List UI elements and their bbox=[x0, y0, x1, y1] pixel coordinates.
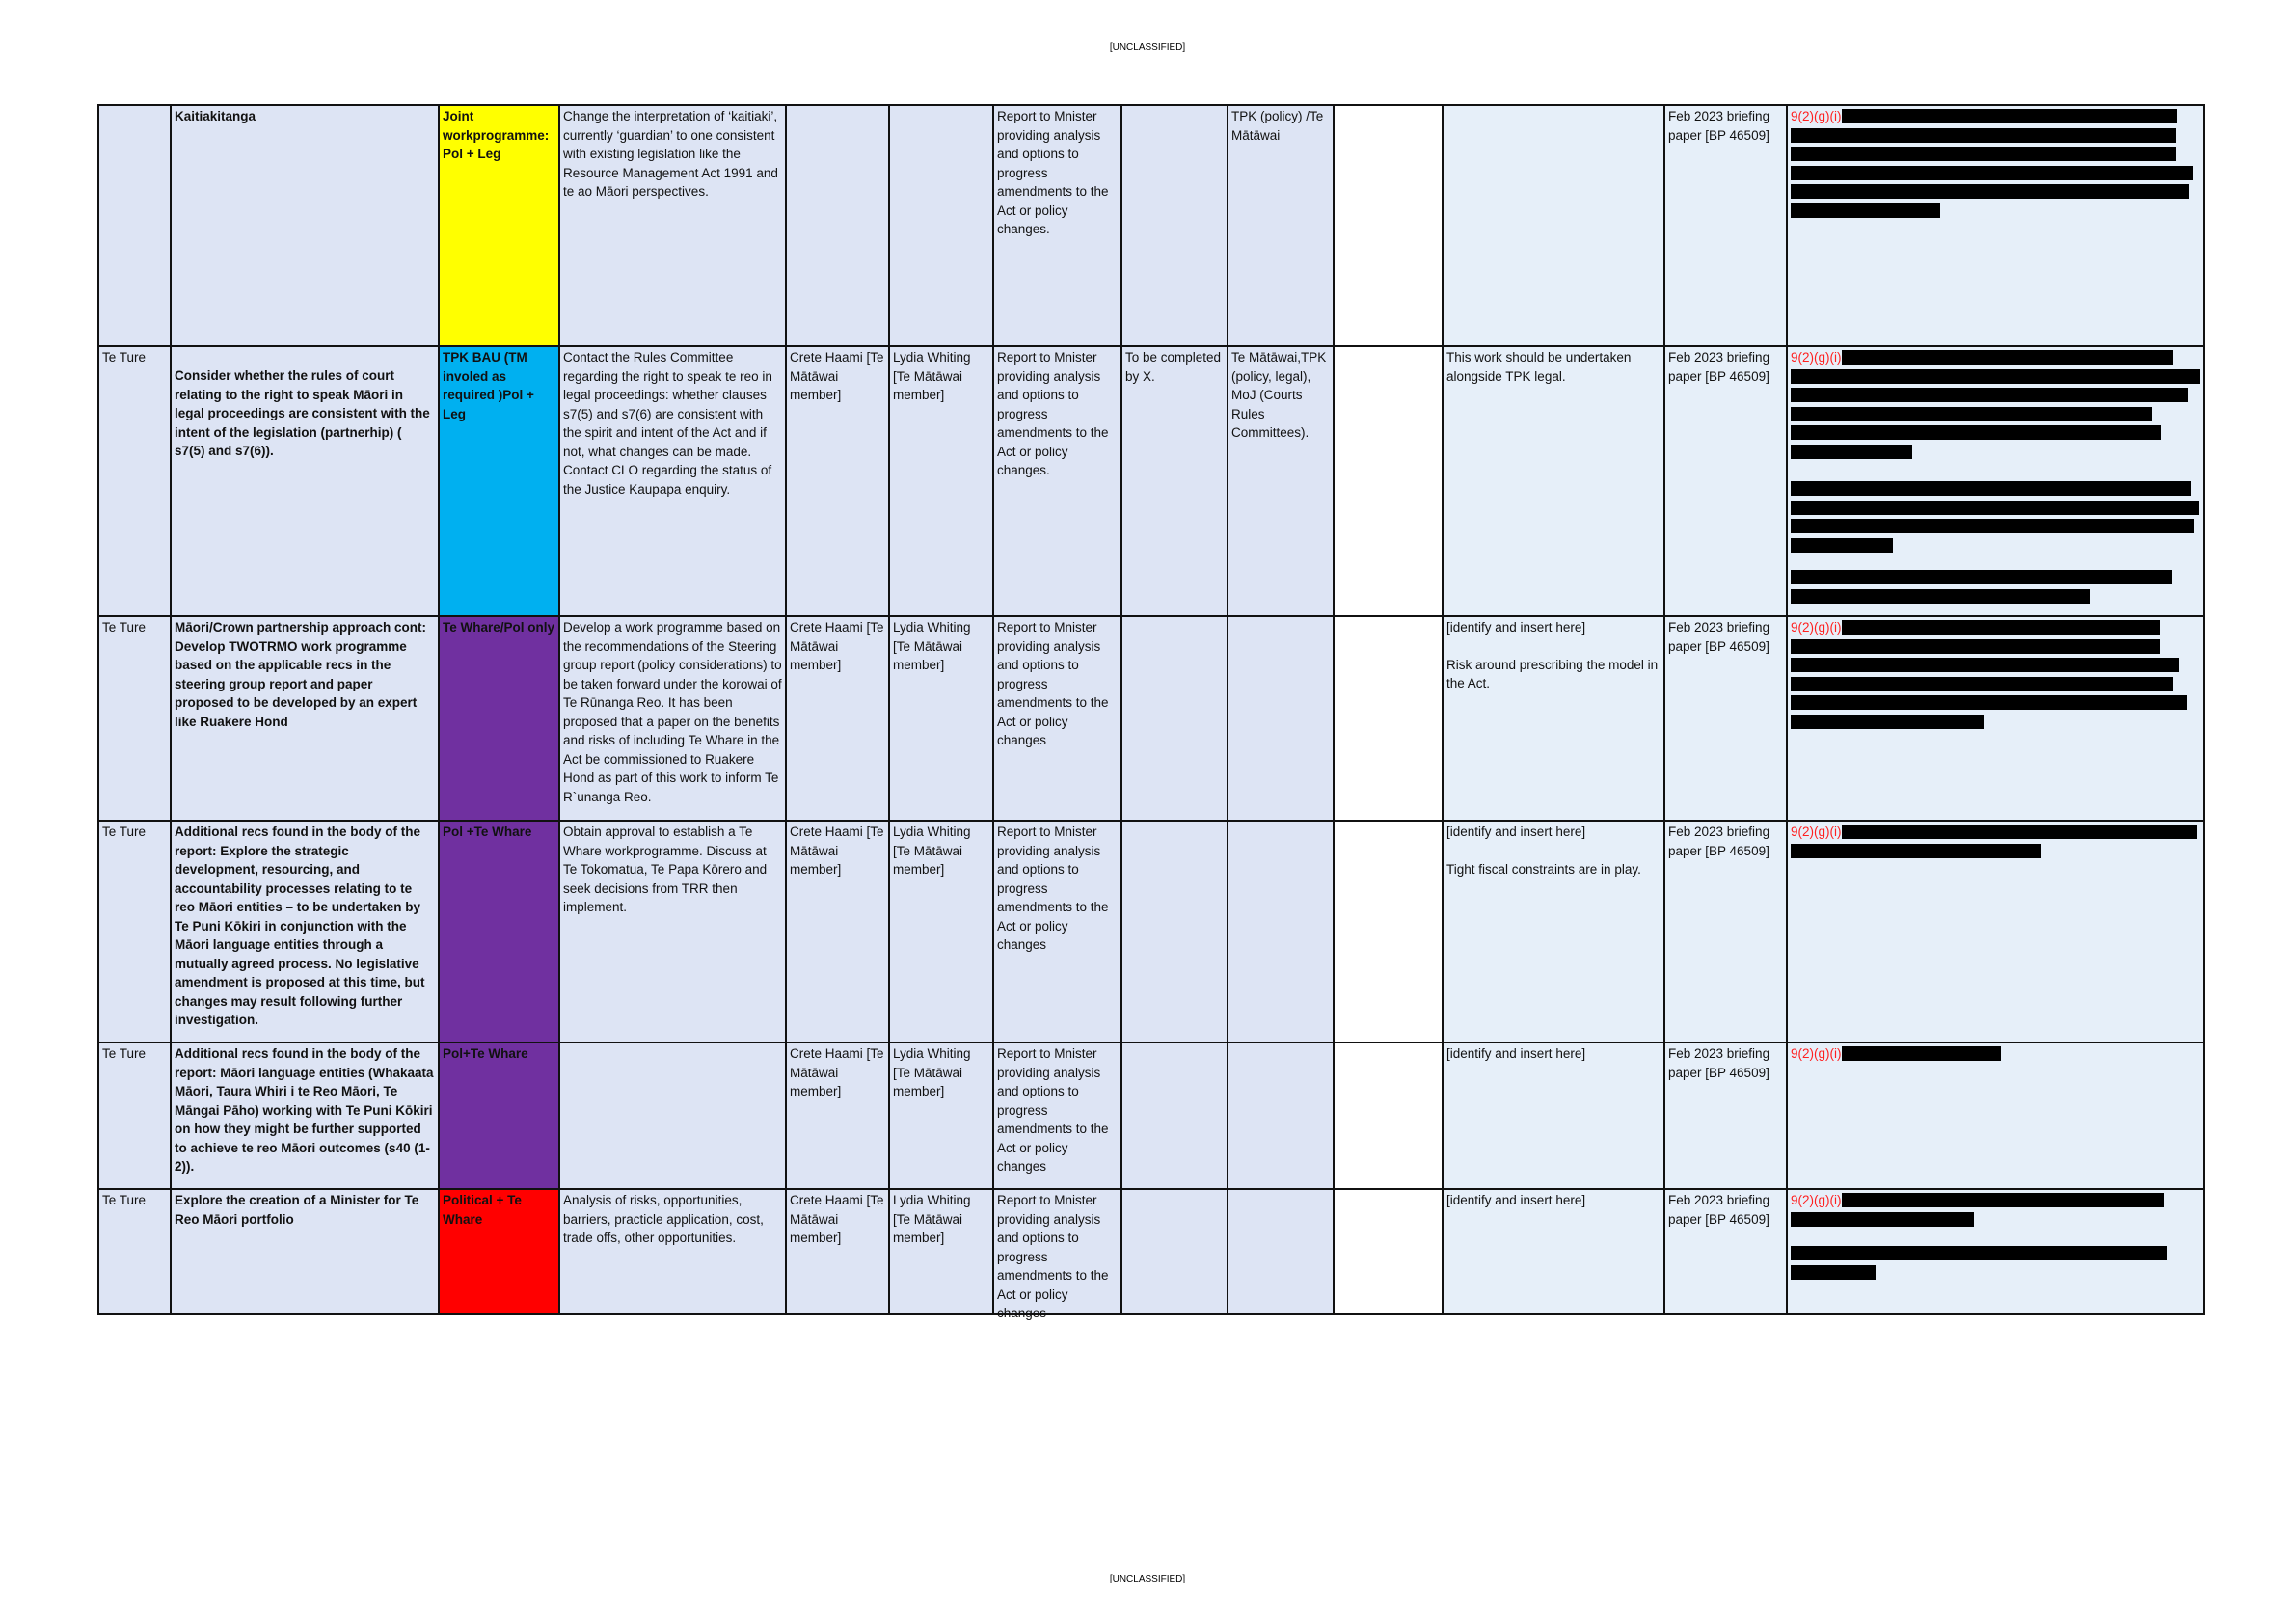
area-cell bbox=[98, 105, 171, 346]
table-row bbox=[98, 821, 2204, 1042]
agencies-cell bbox=[1228, 1042, 1334, 1189]
redaction-cell bbox=[1787, 346, 2204, 616]
timing-cell bbox=[1121, 1189, 1228, 1314]
lead-cell: Lydia Whiting [Te Mātāwai member] bbox=[889, 821, 993, 1042]
redaction-code: 9(2)(g)(i) bbox=[1791, 108, 1842, 123]
redaction-bar bbox=[1791, 147, 2176, 161]
table-row bbox=[98, 616, 2204, 821]
reference-cell: Feb 2023 briefing paper [BP 46509] bbox=[1664, 616, 1787, 821]
action-cell: Contact the Rules Committee regarding the right to speak te reo in legal proceedings: whether clauses s7(5) and s7(6) are consistent with the spirit and intent of the Act and if not, what changes can be made. Contact CLO regarding the status of the Justice Kaupapa enquiry. bbox=[559, 346, 786, 616]
risks-cell: [identify and insert here] bbox=[1443, 1042, 1664, 1189]
recommendation-cell: Kaitiakitanga bbox=[171, 105, 439, 346]
output-cell: Report to Mnister providing analysis and options to progress amendments to the Act or policy changes. bbox=[993, 346, 1121, 616]
redaction-bar bbox=[1791, 538, 1893, 553]
reference-cell: Feb 2023 briefing paper [BP 46509] bbox=[1664, 821, 1787, 1042]
workstream-tag: Joint workprogramme: Pol + Leg bbox=[439, 105, 559, 346]
recommendation-cell: Consider whether the rules of court relating to the right to speak Māori in legal proceedings are consistent with the intent of the legislation (partnerhip) ( s7(5) and s7(6)). bbox=[171, 346, 439, 616]
redaction-bar bbox=[1791, 481, 2191, 496]
risks-cell bbox=[1443, 105, 1664, 346]
blank-cell bbox=[1334, 1042, 1443, 1189]
workstream-tag: Political + Te Whare bbox=[439, 1189, 559, 1314]
table-row bbox=[98, 1189, 2204, 1314]
risks-cell: [identify and insert here] Tight fiscal constraints are in play. bbox=[1443, 821, 1664, 1042]
action-cell: Obtain approval to establish a Te Whare workprogramme. Discuss at Te Tokomatua, Te Papa Kōrero and seek decisions from TRR then implement. bbox=[559, 821, 786, 1042]
timing-cell bbox=[1121, 821, 1228, 1042]
redaction-bar bbox=[1791, 844, 2041, 858]
action-cell bbox=[559, 1042, 786, 1189]
lead-cell: Lydia Whiting [Te Mātāwai member] bbox=[889, 1189, 993, 1314]
output-cell: Report to Mnister providing analysis and options to progress amendments to the Act or policy changes bbox=[993, 821, 1121, 1042]
reference-cell: Feb 2023 briefing paper [BP 46509] bbox=[1664, 1189, 1787, 1314]
classification-footer: [UNCLASSIFIED] bbox=[1109, 1574, 1186, 1584]
agencies-cell bbox=[1228, 821, 1334, 1042]
timing-cell bbox=[1121, 616, 1228, 821]
area-cell: Te Ture bbox=[98, 1189, 171, 1314]
output-cell: Report to Mnister providing analysis and options to progress amendments to the Act or policy changes. bbox=[993, 105, 1121, 346]
blank-cell bbox=[1334, 105, 1443, 346]
output-cell: Report to Mnister providing analysis and options to progress amendments to the Act or policy changes bbox=[993, 616, 1121, 821]
redaction-bar bbox=[1791, 109, 2200, 123]
area-cell: Te Ture bbox=[98, 821, 171, 1042]
redaction-code: 9(2)(g)(i) bbox=[1791, 1192, 1842, 1207]
reference-cell: Feb 2023 briefing paper [BP 46509] bbox=[1664, 105, 1787, 346]
redaction-cell bbox=[1787, 616, 2204, 821]
redaction-bar bbox=[1791, 695, 2187, 710]
redaction-bar bbox=[1791, 407, 2152, 421]
redaction-code: 9(2)(g)(i) bbox=[1791, 619, 1842, 635]
redaction-bar bbox=[1791, 166, 2193, 180]
lead-cell bbox=[786, 105, 889, 346]
blank-cell bbox=[1334, 346, 1443, 616]
workprogramme-table bbox=[97, 104, 2205, 1320]
blank-cell bbox=[1334, 821, 1443, 1042]
table-row bbox=[98, 1042, 2204, 1189]
lead-cell: Crete Haami [Te Mātāwai member] bbox=[786, 1042, 889, 1189]
area-cell: Te Ture bbox=[98, 1042, 171, 1189]
redaction-bar bbox=[1791, 388, 2188, 402]
redaction-cell bbox=[1787, 105, 2204, 346]
redaction-bar bbox=[1791, 1212, 1974, 1227]
agencies-cell bbox=[1228, 616, 1334, 821]
redaction-bar bbox=[1791, 1193, 2200, 1207]
redaction-code: 9(2)(g)(i) bbox=[1791, 349, 1842, 365]
reference-cell: Feb 2023 briefing paper [BP 46509] bbox=[1664, 1042, 1787, 1189]
redaction-code: 9(2)(g)(i) bbox=[1791, 824, 1842, 839]
area-cell: Te Ture bbox=[98, 346, 171, 616]
area-cell: Te Ture bbox=[98, 616, 171, 821]
output-cell: Report to Mnister providing analysis and options to progress amendments to the Act or policy changes bbox=[993, 1189, 1121, 1314]
classification-header: [UNCLASSIFIED] bbox=[1109, 42, 1186, 53]
action-cell: Change the interpretation of ‘kaitiaki’, currently ‘guardian’ to one consistent with existing legislation like the Resource Management Act 1991 and te ao Māori perspectives. bbox=[559, 105, 786, 346]
recommendation-cell: Additional recs found in the body of the report: Explore the strategic development, resourcing, and accountability processes relating to te reo Māori entities – to be undertaken by Te Puni Kōkiri in conjunction with the Māori language entities through a mutually agreed process. No legislative amendment is proposed at this time, but changes may result following further investigation. bbox=[171, 821, 439, 1042]
workstream-tag: TPK BAU (TM involed as required )Pol + Leg bbox=[439, 346, 559, 616]
agencies-cell: TPK (policy) /Te Mātāwai bbox=[1228, 105, 1334, 346]
redaction-bar bbox=[1791, 715, 1984, 729]
table-row bbox=[98, 346, 2204, 616]
lead-cell: Lydia Whiting [Te Mātāwai member] bbox=[889, 346, 993, 616]
redaction-cell bbox=[1787, 1042, 2204, 1189]
reference-cell: Feb 2023 briefing paper [BP 46509] bbox=[1664, 346, 1787, 616]
redaction-bar bbox=[1791, 445, 1912, 459]
lead-cell: Lydia Whiting [Te Mātāwai member] bbox=[889, 1042, 993, 1189]
action-cell: Develop a work programme based on the recommendations of the Steering group report (policy considerations) to be taken forward under the korowai of Te Rūnanga Reo. It has been proposed that a paper on the benefits and risks of including Te Whare in the Act be commissioned to Ruakere Hond as part of this work to inform Te R`unanga Reo. bbox=[559, 616, 786, 821]
redaction-bar bbox=[1791, 825, 2200, 839]
redaction-bar bbox=[1791, 369, 2200, 384]
redaction-bar bbox=[1791, 639, 2160, 654]
workstream-tag: Pol +Te Whare bbox=[439, 821, 559, 1042]
workstream-tag: Te Whare/Pol only bbox=[439, 616, 559, 821]
timing-cell bbox=[1121, 1042, 1228, 1189]
risks-cell: [identify and insert here] Risk around prescribing the model in the Act. bbox=[1443, 616, 1664, 821]
timing-cell bbox=[1121, 105, 1228, 346]
redaction-bar bbox=[1791, 1046, 2001, 1061]
blank-cell bbox=[1334, 1189, 1443, 1314]
table-row bbox=[98, 105, 2204, 346]
redaction-bar bbox=[1791, 658, 2179, 672]
redaction-bar bbox=[1791, 589, 2090, 604]
timing-cell: To be completed by X. bbox=[1121, 346, 1228, 616]
lead-cell: Lydia Whiting [Te Mātāwai member] bbox=[889, 616, 993, 821]
lead-cell: Crete Haami [Te Mātāwai member] bbox=[786, 821, 889, 1042]
lead-cell: Crete Haami [Te Mātāwai member] bbox=[786, 346, 889, 616]
redaction-bar bbox=[1791, 620, 2200, 635]
redaction-bar bbox=[1791, 1246, 2167, 1260]
redaction-bar bbox=[1791, 350, 2200, 365]
redaction-bar bbox=[1791, 128, 2176, 143]
lead-cell: Crete Haami [Te Mātāwai member] bbox=[786, 1189, 889, 1314]
redaction-bar bbox=[1791, 184, 2189, 199]
lead-cell: Crete Haami [Te Mātāwai member] bbox=[786, 616, 889, 821]
recommendation-cell: Additional recs found in the body of the report: Māori language entities (Whakaata Māori, Taura Whiri i te Reo Māori, Te Māngai Pāho) working with Te Puni Kōkiri on how they might be further supported to achieve te reo Māori outcomes (s40 (1-2)). bbox=[171, 1042, 439, 1189]
redaction-bar bbox=[1791, 570, 2172, 584]
redaction-bar bbox=[1791, 1265, 1876, 1280]
blank-cell bbox=[1334, 616, 1443, 821]
lead-cell bbox=[889, 105, 993, 346]
recommendation-cell: Māori/Crown partnership approach cont: Develop TWOTRMO work programme based on the applicable recs in the steering group report and paper proposed to be developed by an expert like Ruakere Hond bbox=[171, 616, 439, 821]
output-cell: Report to Mnister providing analysis and options to progress amendments to the Act or policy changes bbox=[993, 1042, 1121, 1189]
action-cell: Analysis of risks, opportunities, barriers, practicle application, cost, trade offs, other opportunities. bbox=[559, 1189, 786, 1314]
redaction-bar bbox=[1791, 501, 2199, 515]
agencies-cell: Te Mātāwai,TPK (policy, legal), MoJ (Courts Rules Committees). bbox=[1228, 346, 1334, 616]
risks-cell: This work should be undertaken alongside TPK legal. bbox=[1443, 346, 1664, 616]
workstream-tag: Pol+Te Whare bbox=[439, 1042, 559, 1189]
agencies-cell bbox=[1228, 1189, 1334, 1314]
redaction-bar bbox=[1791, 425, 2161, 440]
redaction-bar bbox=[1791, 677, 2174, 691]
redaction-bar bbox=[1791, 519, 2194, 533]
risks-cell: [identify and insert here] bbox=[1443, 1189, 1664, 1314]
redaction-cell bbox=[1787, 1189, 2204, 1314]
recommendation-cell: Explore the creation of a Minister for Te Reo Māori portfolio bbox=[171, 1189, 439, 1314]
redaction-code: 9(2)(g)(i) bbox=[1791, 1045, 1842, 1061]
redaction-cell bbox=[1787, 821, 2204, 1042]
redaction-bar bbox=[1791, 203, 1940, 218]
